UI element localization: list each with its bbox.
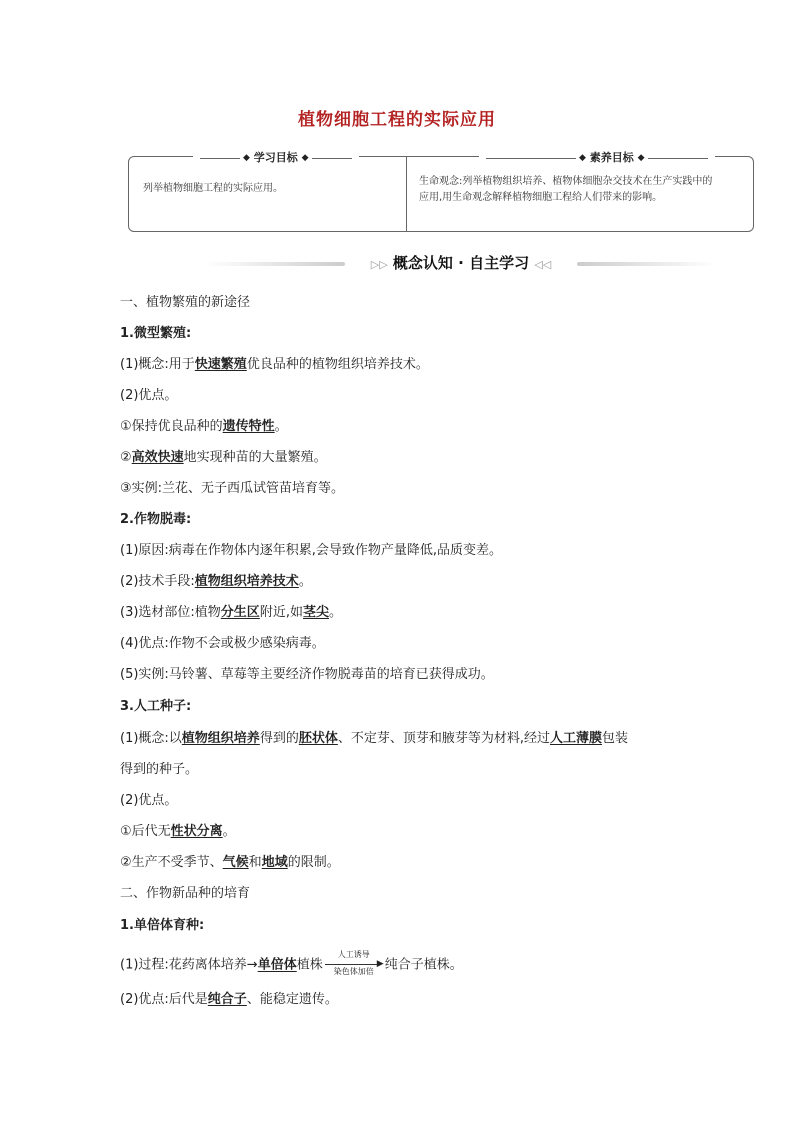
literacy-goal-label: 素养目标: [589, 151, 634, 164]
heading-1: 一、植物繁殖的新途径: [120, 295, 251, 310]
list-item-continuation: 得到的种子。: [120, 762, 199, 777]
list-item: (5)实例:马铃薯、草莓等主要经济作物脱毒苗的培育已获得成功。: [120, 667, 494, 682]
list-item: (2)优点:后代是纯合子、能稳定遗传。: [120, 992, 338, 1007]
section-band-label: 概念认知 · 自主学习: [392, 254, 530, 272]
subheading-virus-free: 2.作物脱毒:: [120, 512, 192, 527]
list-item: (1)概念:用于快速繁殖优良品种的植物组织培养技术。: [120, 357, 429, 372]
learning-goal-heading: ◆ 学习目标 ◆: [193, 149, 359, 165]
page-title: 植物细胞工程的实际应用: [298, 110, 496, 130]
list-item: (1)过程:花药离体培养→单倍体植株 人工诱导 ▶ 染色体加倍 纯合子植株。: [120, 951, 463, 979]
list-item: (1)概念:以植物组织培养得到的胚状体、不定芽、顶芽和腋芽等为材料,经过人工薄膜包装: [120, 731, 629, 746]
list-item: ②高效快速地实现种苗的大量繁殖。: [120, 450, 327, 465]
list-item: (2)优点。: [120, 388, 178, 403]
list-item: ②生产不受季节、气候和地域的限制。: [120, 855, 340, 870]
subheading-artificial-seed: 3.人工种子:: [120, 699, 192, 714]
learning-goal-label: 学习目标: [253, 151, 298, 164]
list-item: ①后代无性状分离。: [120, 824, 236, 839]
subheading-haploid-breeding: 1.单倍体育种:: [120, 918, 205, 933]
literacy-goal-text: 生命观念:列举植物组织培养、植物体细胞杂交技术在生产实践中的 应用,用生命观念解释植物细胞工程给人们带来的影响。: [419, 176, 713, 203]
subheading-micropropagation: 1.微型繁殖:: [120, 326, 192, 341]
heading-2: 二、作物新品种的培育: [120, 886, 251, 901]
arrow-head-icon: ▶: [376, 959, 384, 969]
literacy-goal-heading: ◆ 素养目标 ◆: [479, 149, 715, 165]
section-band: ▷▷ 概念认知 · 自主学习 ◁◁: [205, 252, 717, 274]
list-item: ①保持优良品种的遗传特性。: [120, 419, 288, 434]
goals-divider: [406, 157, 407, 231]
list-item: (3)选材部位:植物分生区附近,如茎尖。: [120, 605, 342, 620]
list-item: (4)优点:作物不会或极少感染病毒。: [120, 636, 325, 651]
learning-goal-text: 列举植物细胞工程的实际应用。: [143, 183, 283, 194]
list-item: (2)技术手段:植物组织培养技术。: [120, 574, 312, 589]
list-item: ③实例:兰花、无子西瓜试管苗培育等。: [120, 481, 345, 496]
list-item: (2)优点。: [120, 793, 178, 808]
list-item: (1)原因:病毒在作物体内逐年积累,会导致作物产量降低,品质变差。: [120, 543, 503, 558]
goals-box: [128, 151, 754, 232]
process-arrow: 人工诱导 ▶ 染色体加倍: [323, 951, 385, 979]
